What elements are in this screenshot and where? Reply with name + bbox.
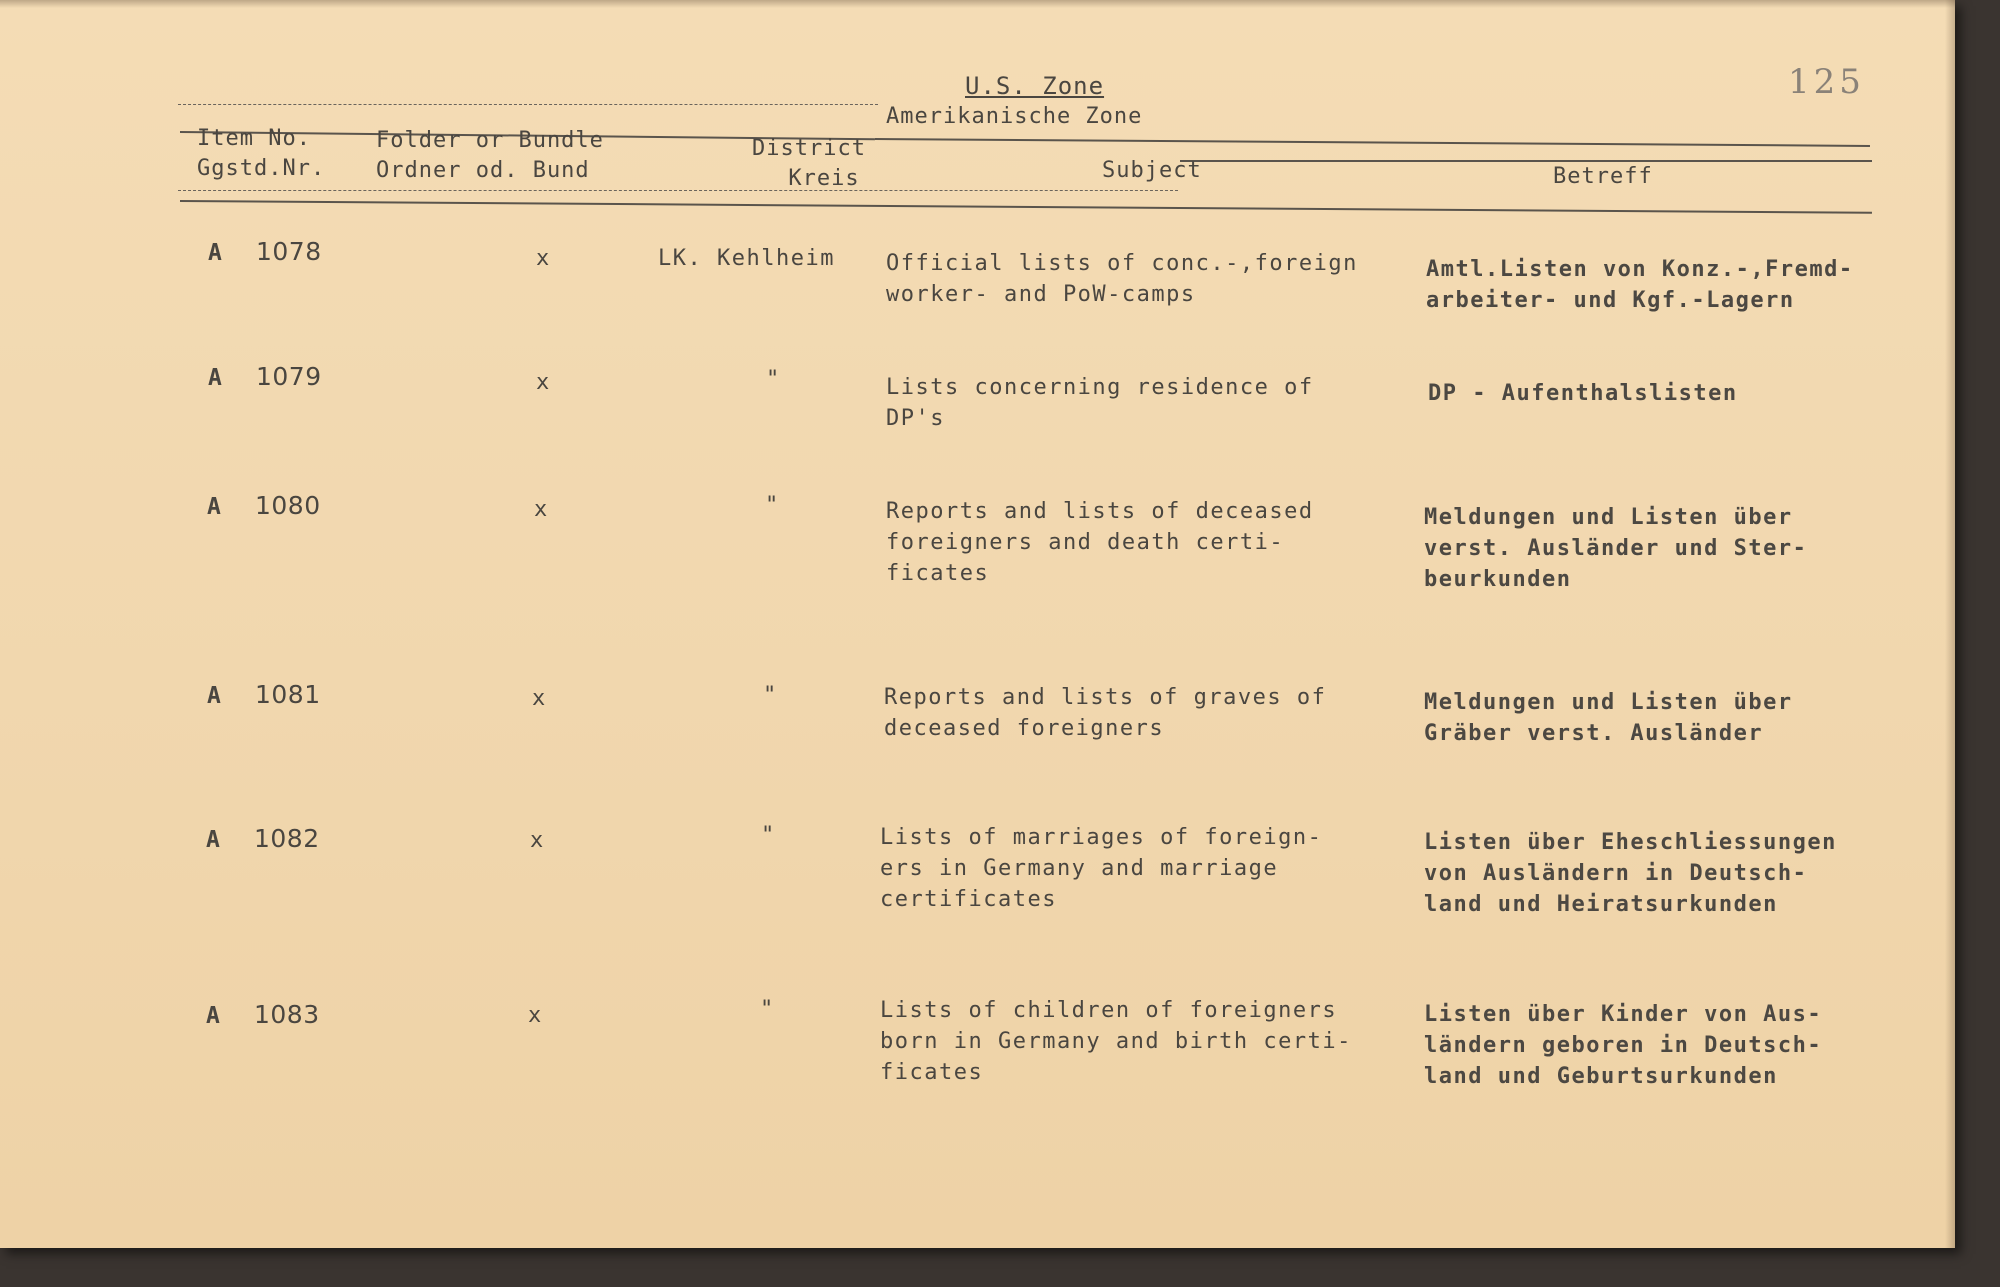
subject-cell: Reports and lists of graves of deceased foreigners — [884, 685, 1327, 741]
folder-mark: x — [534, 497, 549, 522]
header-dashed-underline — [178, 190, 1178, 191]
subject-cell: Lists of marriages of foreign- ers in Germany and marriage certificates — [880, 825, 1323, 912]
subject-cell: Reports and lists of deceased foreigners and death certi- ficates — [886, 499, 1314, 586]
betreff-cell: Meldungen und Listen über Gräber verst. Ausländer — [1424, 690, 1793, 746]
folder-mark: x — [530, 828, 545, 853]
item-prefix: A — [207, 683, 222, 709]
item-number: 1079 — [256, 362, 322, 391]
col-header-district-de: Kreis — [788, 166, 860, 191]
col-header-folder — [376, 126, 604, 186]
item-number: 1080 — [255, 491, 321, 520]
folder-mark: x — [528, 1003, 543, 1028]
district-cell: " — [760, 997, 775, 1022]
col-header-folder-de: Ordner od. Bund — [376, 158, 590, 183]
betreff-cell: Listen über Eheschliessungen von Ausländern in Deutsch- land und Heiratsurkunden — [1424, 830, 1837, 917]
zone-subtitle: Amerikanische Zone — [886, 104, 1143, 129]
item-number: 1082 — [254, 824, 320, 853]
betreff-cell: Meldungen und Listen über verst. Ausländer und Ster- beurkunden — [1424, 505, 1808, 592]
subject-cell: Lists of children of foreigners born in Germany and birth certi- ficates — [880, 998, 1352, 1085]
col-header-district — [752, 134, 866, 194]
district-cell: " — [765, 493, 780, 518]
item-number: 1081 — [255, 680, 321, 709]
betreff-cell: Amtl.Listen von Konz.-,Fremd- arbeiter- und Kgf.-Lagern — [1426, 257, 1854, 313]
col-header-district-en: District — [752, 136, 866, 161]
item-number: 1078 — [256, 237, 322, 266]
folder-mark: x — [536, 370, 551, 395]
table-row-item — [206, 823, 320, 856]
col-header-subject: Subject — [1102, 158, 1202, 183]
item-prefix: A — [208, 365, 223, 391]
top-dashed-rule — [178, 104, 878, 105]
page-number: 125 — [1788, 62, 1865, 102]
district-cell: " — [761, 823, 776, 848]
table-row-item — [207, 490, 321, 523]
subject-cell: Official lists of conc.-,foreign worker- and PoW-camps — [886, 251, 1358, 307]
folder-mark: x — [536, 246, 551, 271]
subject-cell: Lists concerning residence of DP's — [886, 375, 1314, 431]
table-row-item — [208, 361, 322, 394]
item-prefix: A — [208, 240, 223, 266]
col-header-item-de: Ggstd.Nr. — [197, 156, 326, 181]
table-row-item — [207, 679, 321, 712]
header-bottom-rule — [180, 200, 1872, 214]
zone-title: U.S. Zone — [965, 72, 1105, 100]
col-header-item — [197, 124, 325, 184]
table-row-item — [206, 999, 320, 1032]
item-prefix: A — [207, 494, 222, 520]
table-row-item — [208, 236, 322, 269]
district-cell: LK. Kehlheim — [658, 246, 835, 271]
col-header-item-en: Item No. — [197, 126, 311, 151]
folder-mark: x — [532, 686, 547, 711]
header-rule-under-subject — [1180, 160, 1872, 162]
district-cell: " — [766, 367, 781, 392]
header-rule-right — [875, 138, 1870, 147]
item-prefix: A — [206, 827, 221, 853]
district-cell: " — [763, 683, 778, 708]
col-header-folder-en: Folder or Bundle — [376, 128, 604, 153]
item-number: 1083 — [254, 1000, 320, 1029]
betreff-cell: DP - Aufenthalslisten — [1428, 381, 1738, 406]
col-header-betreff: Betreff — [1553, 164, 1653, 189]
betreff-cell: Listen über Kinder von Aus- ländern geboren in Deutsch- land und Geburtsurkunden — [1424, 1002, 1823, 1089]
item-prefix: A — [206, 1003, 221, 1029]
